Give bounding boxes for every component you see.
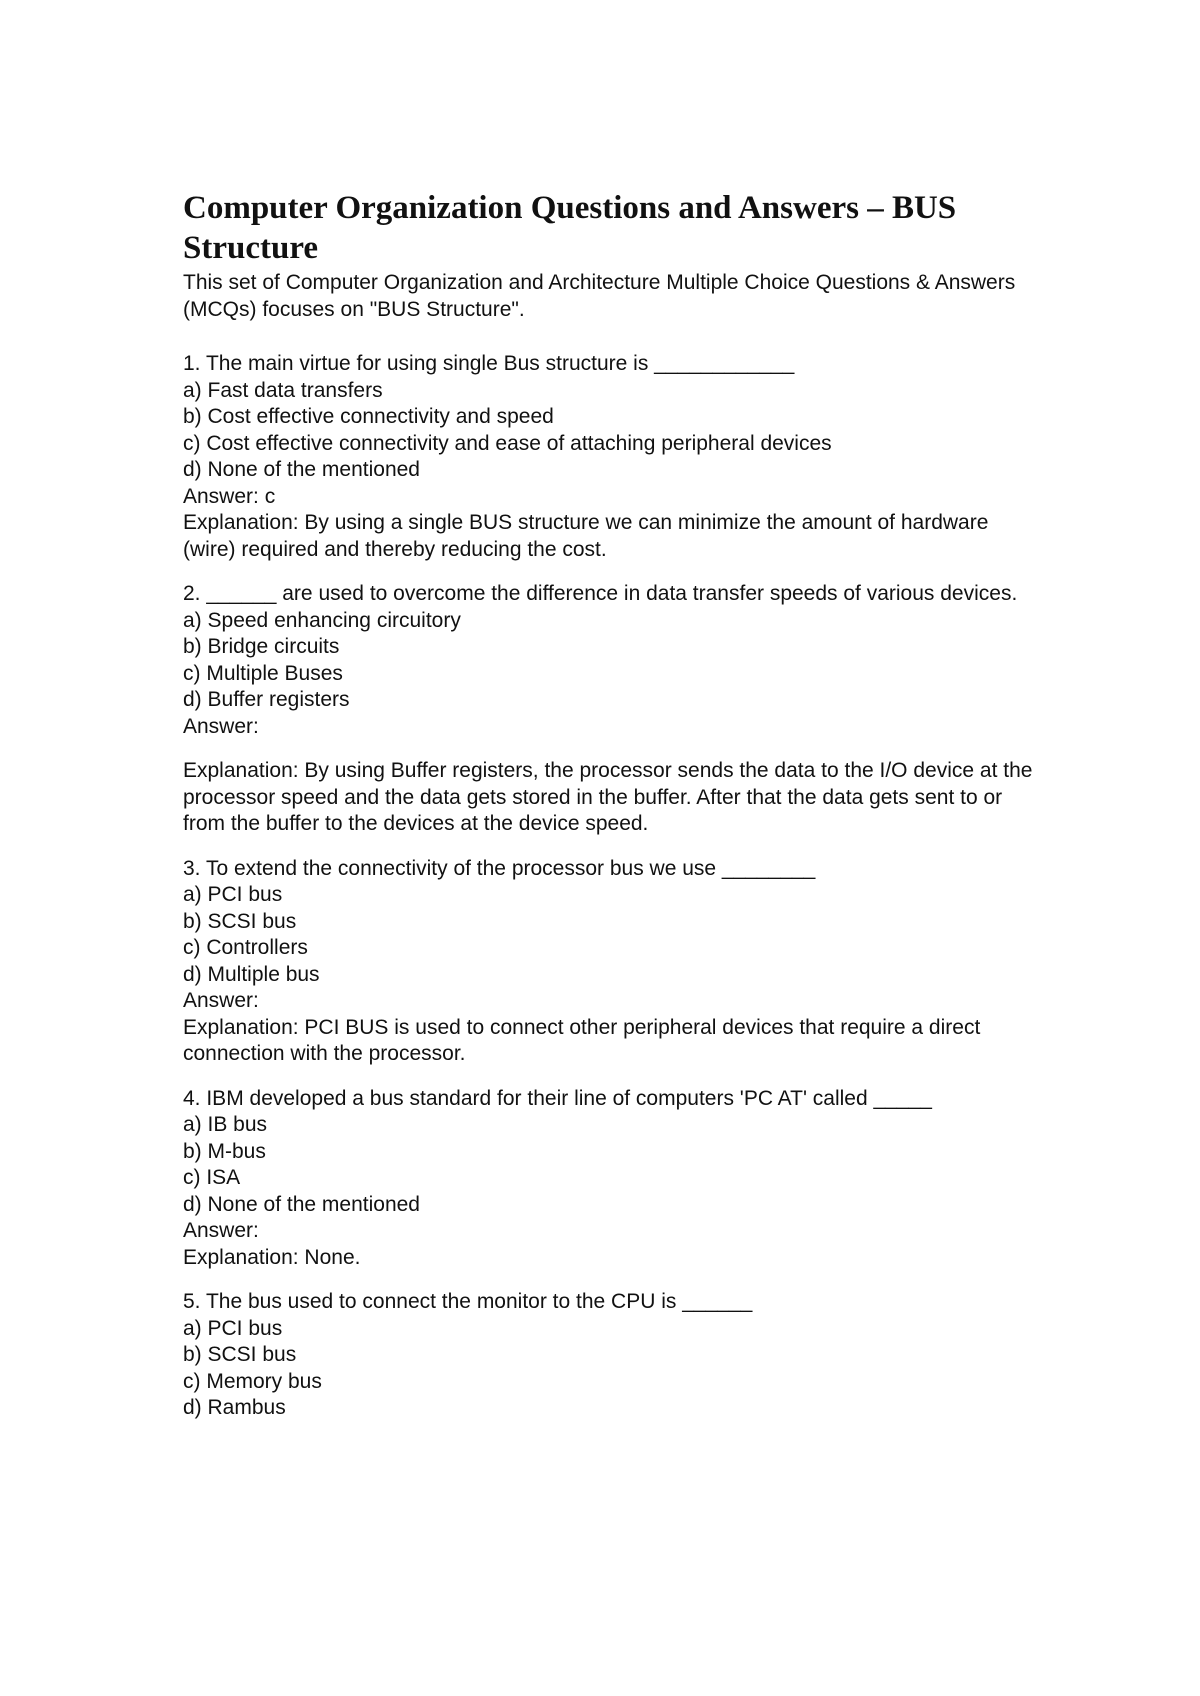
question-text: 1. The main virtue for using single Bus structure is ____________ bbox=[183, 352, 795, 375]
question-text: 3. To extend the connectivity of the processor bus we use ________ bbox=[183, 856, 816, 880]
question-text: 2. ______ are used to overcome the difference in data transfer speeds of various devices. bbox=[183, 582, 1018, 605]
option-d: d) Buffer registers bbox=[183, 688, 350, 711]
option-a: a) Fast data transfers bbox=[183, 378, 383, 402]
question-text: 5. The bus used to connect the monitor to the CPU is ______ bbox=[183, 1290, 753, 1313]
option-c: c) Controllers bbox=[183, 936, 308, 959]
explanation-text: Explanation: None. bbox=[183, 1245, 361, 1269]
option-c: c) Multiple Buses bbox=[183, 661, 343, 685]
option-d: d) Rambus bbox=[183, 1396, 286, 1419]
answer-line: Answer: bbox=[183, 1219, 259, 1242]
option-d: d) None of the mentioned bbox=[183, 458, 420, 481]
answer-line: Answer: bbox=[183, 989, 259, 1012]
option-c: c) ISA bbox=[183, 1166, 241, 1189]
option-c: c) Cost effective connectivity and ease of attaching peripheral devices bbox=[183, 431, 832, 455]
question-4 bbox=[183, 1086, 1043, 1272]
option-a: a) IB bus bbox=[183, 1113, 268, 1136]
option-b: b) SCSI bus bbox=[183, 1343, 297, 1366]
option-b: b) M-bus bbox=[183, 1139, 266, 1163]
option-d: d) Multiple bus bbox=[183, 962, 320, 986]
answer-line: Answer: bbox=[183, 714, 259, 738]
option-c: c) Memory bus bbox=[183, 1369, 322, 1393]
document-page bbox=[183, 188, 1043, 1440]
option-a: a) PCI bus bbox=[183, 1316, 283, 1340]
option-d: d) None of the mentioned bbox=[183, 1192, 420, 1216]
option-a: a) PCI bus bbox=[183, 883, 283, 906]
option-b: b) Bridge circuits bbox=[183, 635, 340, 658]
page-title: Computer Organization Questions and Answers – BUS Structure bbox=[183, 190, 957, 266]
option-b: b) Cost effective connectivity and speed bbox=[183, 405, 554, 428]
question-5 bbox=[183, 1289, 1043, 1422]
question-2 bbox=[183, 581, 1043, 838]
explanation-text: Explanation: By using Buffer registers, the processor sends the data to the I/O device at the processor speed and the data gets stored in the buffer. After that the data gets sent to or from the buffer to the devices at the device speed. bbox=[183, 759, 1039, 835]
question-1 bbox=[183, 351, 1043, 563]
question-text: 4. IBM developed a bus standard for their line of computers 'PC AT' called _____ bbox=[183, 1086, 932, 1110]
intro-text: This set of Computer Organization and Architecture Multiple Choice Questions & Answers (MCQs) focuses on "BUS Structure". bbox=[183, 271, 1016, 321]
answer-line: Answer: c bbox=[183, 484, 276, 508]
question-3 bbox=[183, 856, 1043, 1068]
option-a: a) Speed enhancing circuitory bbox=[183, 608, 461, 632]
explanation-text: Explanation: By using a single BUS structure we can minimize the amount of hardware (wire) required and thereby reducing the cost. bbox=[183, 511, 995, 561]
explanation-text: Explanation: PCI BUS is used to connect other peripheral devices that require a direct connection with the processor. bbox=[183, 1015, 987, 1065]
option-b: b) SCSI bus bbox=[183, 909, 297, 933]
blank-line bbox=[183, 740, 1043, 758]
